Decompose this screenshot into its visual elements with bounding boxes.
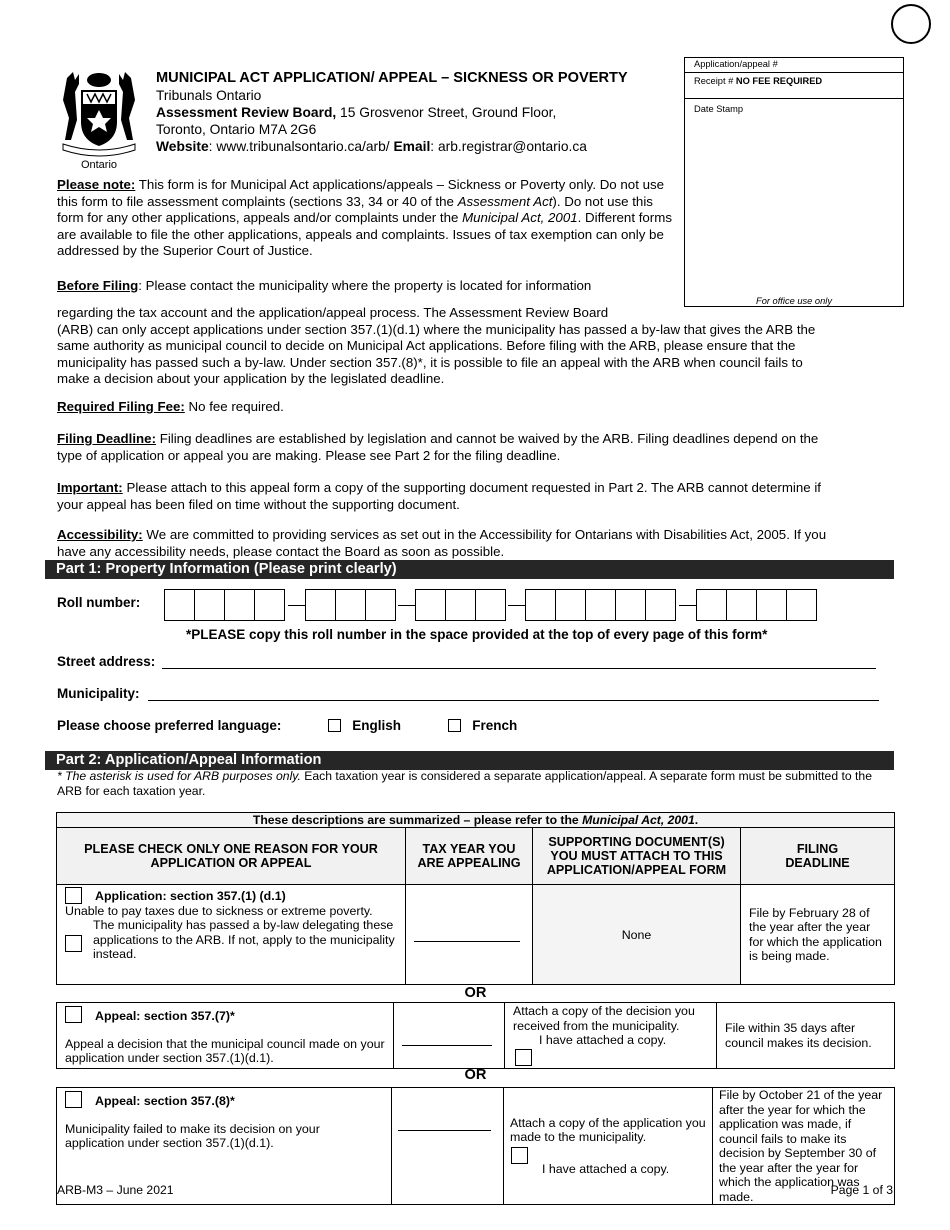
roll-number-group-2[interactable] bbox=[306, 589, 396, 621]
roll-separator bbox=[508, 605, 526, 606]
row3-deadline: File by October 21 of the year after the year for which the application was made, if council fails to make its decision by September 30 of the year after the year for which the application was made. bbox=[713, 1088, 895, 1205]
roll-number-note: *PLEASE copy this roll number in the space provided at the top of every page of this form* bbox=[186, 627, 768, 642]
row2-checkbox[interactable] bbox=[65, 1006, 82, 1023]
logo-caption: Ontario bbox=[80, 159, 118, 171]
english-checkbox[interactable] bbox=[328, 719, 341, 732]
part2-header-bar: Part 2: Application/Appeal Information bbox=[45, 751, 894, 770]
row1-document: None bbox=[533, 885, 741, 985]
row1-deadline: File by February 28 of the year after the year for which the application is being made. bbox=[741, 885, 895, 985]
form-header bbox=[156, 70, 628, 155]
contact-line: Website: www.tribunalsontario.ca/arb/ Email: arb.registrar@ontario.ca bbox=[156, 139, 587, 154]
row2-reason: Appeal: section 357.(7)* Appeal a decision that the municipal council made on your application under section 357.(1)(d.1). bbox=[57, 1003, 394, 1069]
receipt-field: Receipt # NO FEE REQUIRED bbox=[685, 73, 903, 99]
office-use-caption: For office use only bbox=[756, 296, 832, 306]
roll-separator bbox=[679, 605, 697, 606]
row1-tax-year[interactable] bbox=[406, 885, 533, 985]
row3-document: Attach a copy of the application you made to the municipality. I have attached a copy. bbox=[504, 1088, 713, 1205]
row1-reason: Application: section 357.(1) (d.1) Unable to pay taxes due to sickness or extreme poverty. The municipality has passed a by-law delegating these applications to the ARB. If not, apply to the municipality instead. bbox=[57, 885, 406, 985]
or-divider: OR bbox=[464, 985, 487, 1001]
ontario-coat-of-arms-logo bbox=[57, 70, 141, 170]
roll-number-label: Roll number: bbox=[57, 595, 141, 610]
language-english-option[interactable]: English bbox=[328, 718, 401, 733]
col-header-supporting-docs: SUPPORTING DOCUMENT(S) YOU MUST ATTACH TO THIS APPLICATION/APPEAL FORM bbox=[533, 828, 741, 885]
language-label: Please choose preferred language: bbox=[57, 718, 282, 733]
row1-checkbox[interactable] bbox=[65, 887, 82, 904]
org-name: Tribunals Ontario bbox=[156, 88, 262, 103]
roll-number-group-5[interactable] bbox=[697, 589, 817, 621]
application-table bbox=[56, 812, 895, 985]
part2-note: * The asterisk is used for ARB purposes only. Each taxation year is considered a separate application/appeal. A separate form must be submitted to the ARB for each taxation year. bbox=[57, 769, 872, 798]
board-address-line1: Assessment Review Board, 15 Grosvenor Street, Ground Floor, bbox=[156, 105, 557, 120]
table-caption: These descriptions are summarized – please refer to the Municipal Act, 2001. bbox=[57, 813, 895, 828]
form-title: MUNICIPAL ACT APPLICATION/ APPEAL – SICKNESS OR POVERTY bbox=[156, 70, 628, 86]
roll-separator bbox=[398, 605, 416, 606]
row2-tax-year[interactable] bbox=[394, 1003, 505, 1069]
important-paragraph: Important: Please attach to this appeal form a copy of the supporting document requested in Part 2. The ARB cannot determine if your appeal has been filed on time without the supporting document. bbox=[57, 480, 822, 512]
before-filing-continued: regarding the tax account and the application/appeal process. The Assessment Review Board (ARB) can only accept applications under section 357.(1)(d.1) where the municipality has passed a by-law that gives the ARB the same authority as municipal council to decide on Municipal Act applications. Before filing with the ARB, please ensure that the municipality has passed such a by-law. Under section 357.(8)*, it is possible to file an appeal with the ARB when council fails to make a decision about your application by the legislated deadline. bbox=[57, 305, 816, 386]
office-use-box bbox=[684, 57, 904, 307]
roll-number-group-4[interactable] bbox=[526, 589, 676, 621]
row2-deadline: File within 35 days after council makes its decision. bbox=[717, 1003, 895, 1069]
col-header-deadline: FILING DEADLINE bbox=[741, 828, 895, 885]
municipality-label: Municipality: bbox=[57, 686, 140, 701]
part1-header-bar: Part 1: Property Information (Please print clearly) bbox=[45, 560, 894, 579]
french-checkbox[interactable] bbox=[448, 719, 461, 732]
or-divider: OR bbox=[464, 1067, 487, 1083]
row3-reason: Appeal: section 357.(8)* Municipality failed to make its decision on your application under section 357.(1)(d.1). bbox=[57, 1088, 392, 1205]
roll-number-group-1[interactable] bbox=[165, 589, 285, 621]
row3-attached-checkbox[interactable] bbox=[511, 1147, 528, 1164]
accessibility-paragraph: Accessibility: We are committed to providing services as set out in the Accessibility for Ontarians with Disabilities Act, 2005. If you have any accessibility needs, please contact the Board as soon as possible. bbox=[57, 527, 827, 559]
row2-document: Attach a copy of the decision you received from the municipality. I have attached a copy. bbox=[505, 1003, 717, 1069]
municipality-input[interactable] bbox=[148, 700, 879, 701]
language-french-option[interactable]: French bbox=[448, 718, 517, 733]
row3-checkbox[interactable] bbox=[65, 1091, 82, 1108]
appeal-357-8-table bbox=[56, 1087, 895, 1205]
filing-deadline-paragraph: Filing Deadline: Filing deadlines are established by legislation and cannot be waived by the ARB. Filing deadlines depend on the type of application or appeal you are making. Please see Part 2 for the filing deadline. bbox=[57, 431, 819, 463]
roll-separator bbox=[288, 605, 306, 606]
appeal-357-7-table bbox=[56, 1002, 895, 1069]
street-address-label: Street address: bbox=[57, 654, 156, 669]
board-address-line2: Toronto, Ontario M7A 2G6 bbox=[156, 122, 317, 137]
street-address-input[interactable] bbox=[162, 668, 876, 669]
col-header-reason: PLEASE CHECK ONLY ONE REASON FOR YOUR APPLICATION OR APPEAL bbox=[57, 828, 406, 885]
date-stamp-field: Date Stamp bbox=[694, 104, 744, 114]
row2-attached-checkbox[interactable] bbox=[515, 1049, 532, 1066]
form-id-footer: ARB-M3 – June 2021 bbox=[57, 1183, 174, 1197]
application-number-field: Application/appeal # bbox=[685, 58, 903, 73]
corner-circle bbox=[891, 4, 931, 44]
col-header-tax-year: TAX YEAR YOU ARE APPEALING bbox=[406, 828, 533, 885]
roll-number-group-3[interactable] bbox=[416, 589, 506, 621]
row3-tax-year[interactable] bbox=[392, 1088, 504, 1205]
row1-bylaw-checkbox[interactable] bbox=[65, 935, 82, 952]
filing-fee-paragraph: Required Filing Fee: No fee required. bbox=[57, 399, 284, 414]
please-note-paragraph: Please note: This form is for Municipal Act applications/appeals – Sickness or Poverty only. Do not use this form to file assessment complaints (sections 33, 34 or 40 of the Assessment Act). Do not use this form for any other applications, appeals and/or complaints under the Municipal Act, 2001. Different forms are available to file the other applications, appeals and complaints. Issues of tax exemption can only be addressed by the Superior Court of Justice. bbox=[57, 177, 672, 258]
page-number-footer: Page 1 of 3 bbox=[830, 1183, 893, 1197]
before-filing-paragraph: Before Filing: Please contact the municipality where the property is located for information bbox=[57, 278, 592, 293]
